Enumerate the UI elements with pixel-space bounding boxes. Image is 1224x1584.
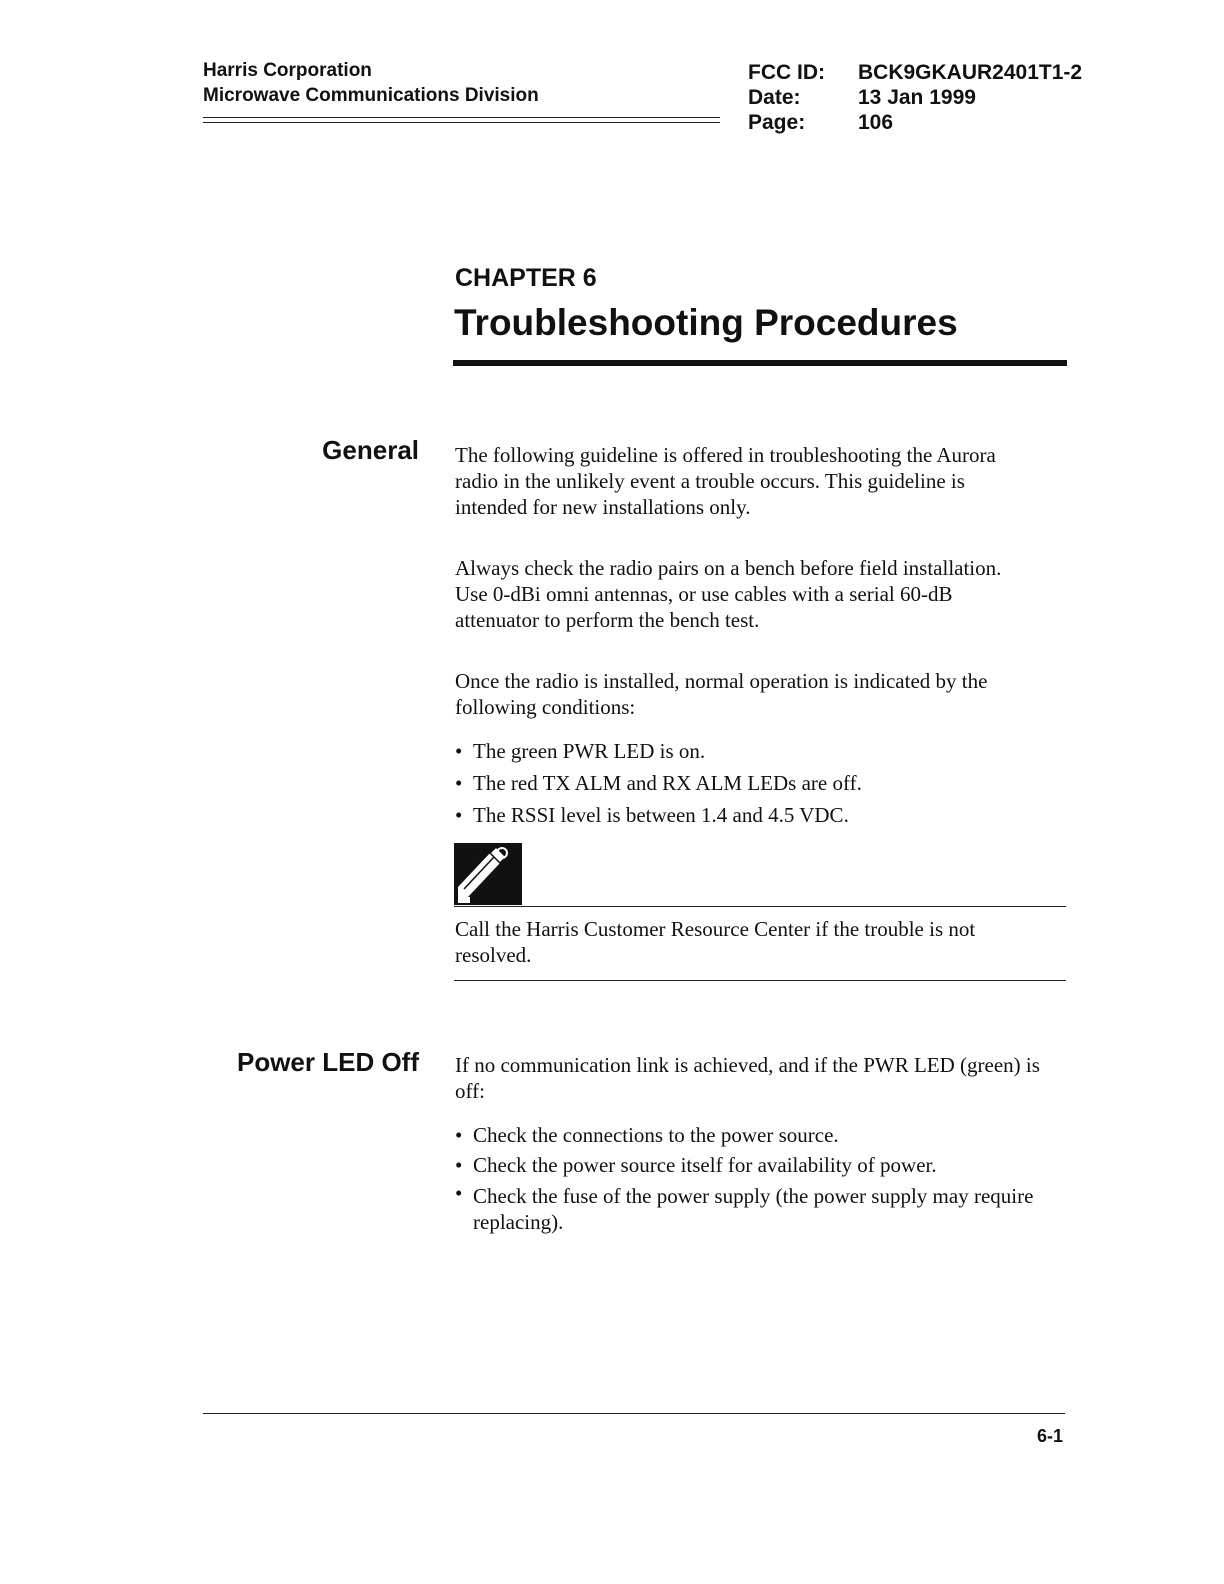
general-paragraph-1: The following guideline is offered in troubleshooting the Aurora radio in the unlikely event a trouble occurs. This guideline is intended for new installations only. xyxy=(455,443,996,519)
date-label: Date: xyxy=(748,86,801,109)
power-led-intro-block xyxy=(455,1052,1045,1104)
division-name: Microwave Communications Division xyxy=(203,85,539,106)
section-heading-general: General xyxy=(322,435,419,465)
note-text: Call the Harris Customer Resource Center if the trouble is not resolved. xyxy=(455,917,976,967)
general-paragraph-2: Always check the radio pairs on a bench before field installation. Use 0-dBi omni antennas, or use cables with a serial 60-dB attenuator to perform the bench test. xyxy=(455,556,1002,632)
header-company-block xyxy=(203,58,539,108)
chapter-title: Troubleshooting Procedures xyxy=(454,302,958,343)
note-pencil-icon xyxy=(454,843,522,905)
header-double-rule xyxy=(203,117,720,123)
page-label: Page: xyxy=(748,111,806,134)
note-rule-bottom xyxy=(454,980,1066,981)
power-led-bullets-block xyxy=(455,1120,1055,1235)
general-body-3 xyxy=(455,668,1067,720)
list-item: • Check the connections to the power source. xyxy=(455,1120,1055,1150)
power-led-bullet-list xyxy=(455,1120,1055,1235)
company-name: Harris Corporation xyxy=(203,60,372,81)
list-item: • Check the fuse of the power supply (the power supply may require replacing). xyxy=(455,1180,1055,1235)
chapter-rule xyxy=(453,360,1067,366)
power-led-intro: If no communication link is achieved, and if the PWR LED (green) is off: xyxy=(455,1053,1040,1103)
list-item: • The green PWR LED is on. xyxy=(455,735,1067,767)
fcc-id-row xyxy=(748,60,1082,85)
chapter-label: CHAPTER 6 xyxy=(455,264,597,292)
note-rule-top xyxy=(454,906,1066,907)
section-heading-power-led-off: Power LED Off xyxy=(236,1047,419,1077)
date-value: 13 Jan 1999 xyxy=(858,86,976,109)
general-body-2 xyxy=(455,555,1067,633)
note-text-block xyxy=(455,916,1035,968)
general-paragraph-3: Once the radio is installed, normal operation is indicated by the following conditions: xyxy=(455,669,988,719)
list-item: • The red TX ALM and RX ALM LEDs are off. xyxy=(455,767,1067,799)
footer-page-number: 6-1 xyxy=(1036,1426,1063,1446)
general-body xyxy=(455,442,1067,520)
footer-rule xyxy=(203,1413,1065,1414)
general-bullet-list xyxy=(455,735,1067,831)
page-value: 106 xyxy=(858,111,894,134)
fcc-id-label: FCC ID: xyxy=(748,61,825,84)
list-item: • Check the power source itself for availability of power. xyxy=(455,1150,1055,1180)
list-item: • The RSSI level is between 1.4 and 4.5 VDC. xyxy=(455,799,1067,831)
fcc-id-value: BCK9GKAUR2401T1-2 xyxy=(858,61,1083,84)
general-bullets-block xyxy=(455,735,1067,831)
header-id-block xyxy=(748,60,1082,135)
date-row xyxy=(748,85,1082,110)
page-row xyxy=(748,110,1082,135)
